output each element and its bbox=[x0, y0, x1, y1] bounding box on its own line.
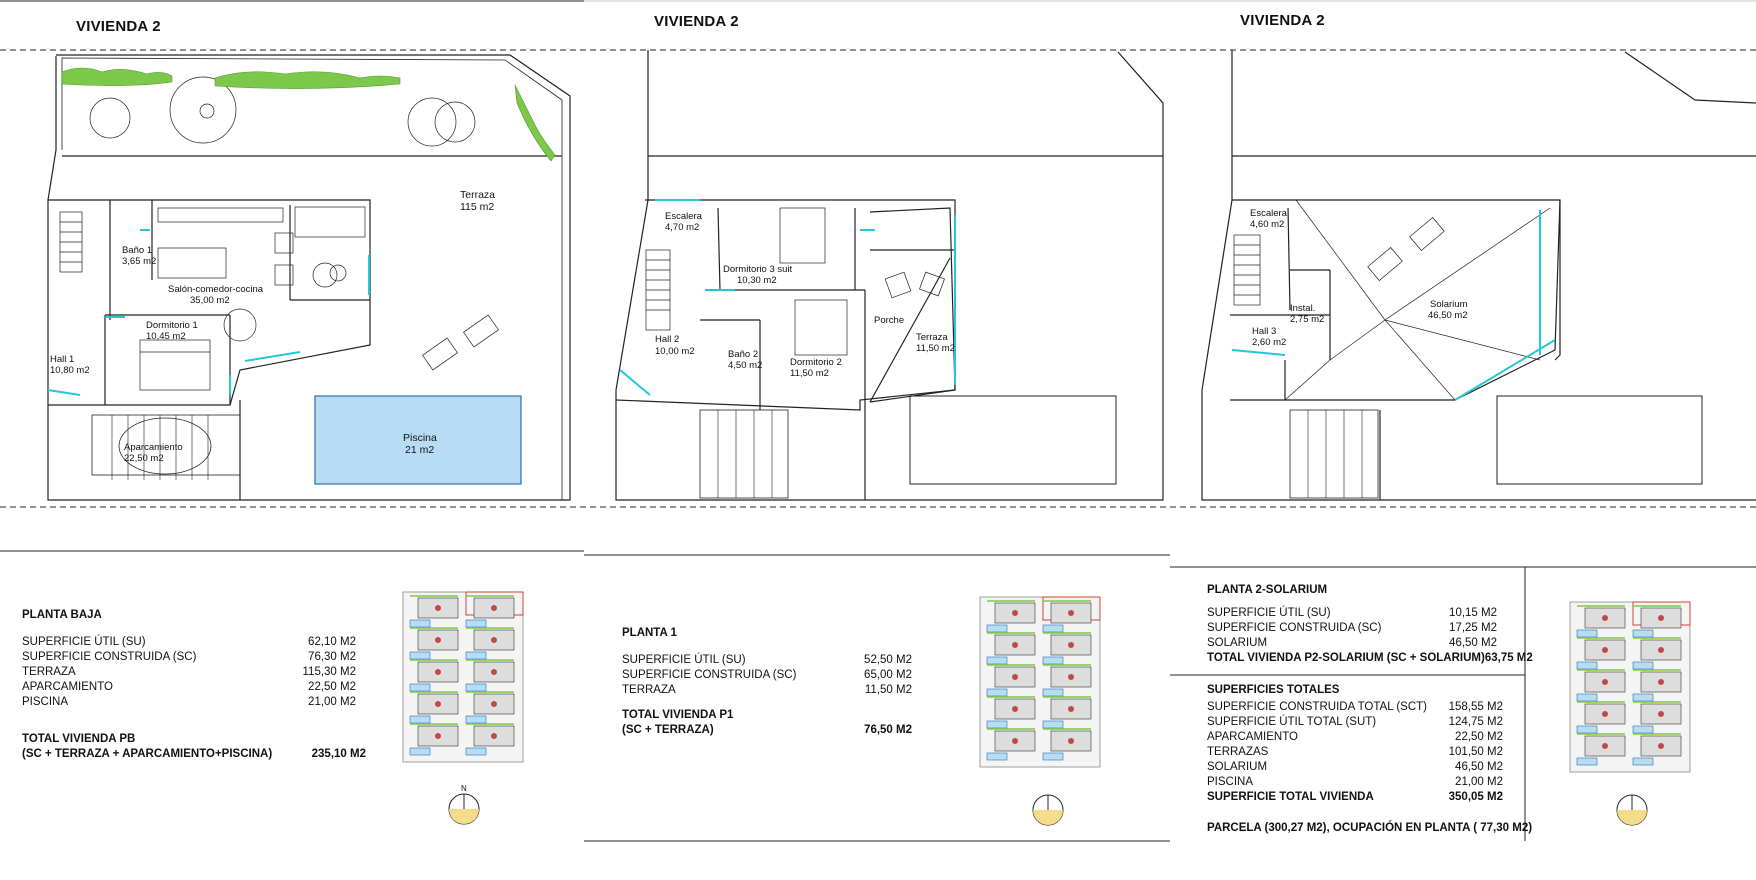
mini-marker bbox=[435, 733, 441, 739]
area-hall1: 10,80 m2 bbox=[50, 365, 90, 376]
mini-pool bbox=[1043, 753, 1063, 760]
table-row: SOLARIUM 46,50 M2 bbox=[1207, 761, 1503, 773]
mini-pool bbox=[1043, 625, 1063, 632]
mini-marker bbox=[1658, 647, 1664, 653]
mini-marker bbox=[435, 701, 441, 707]
label-escalera-p1: Escalera bbox=[665, 211, 702, 222]
mini-marker bbox=[1602, 743, 1608, 749]
area-hall3: 2,60 m2 bbox=[1252, 337, 1287, 348]
mini-pool bbox=[987, 657, 1007, 664]
mini-pool bbox=[1633, 758, 1653, 765]
mini-marker bbox=[1602, 679, 1608, 685]
mini-pool bbox=[1577, 758, 1597, 765]
mini-pool bbox=[466, 684, 486, 691]
area-dormitorio3: 10,30 m2 bbox=[737, 275, 777, 286]
mini-marker bbox=[491, 605, 497, 611]
area-piscina: 21 m2 bbox=[405, 444, 435, 456]
table-row: SUPERFICIE CONSTRUIDA (SC) 76,30 M2 bbox=[22, 651, 356, 663]
area-bano2: 4,50 m2 bbox=[728, 360, 763, 371]
mini-pool bbox=[410, 716, 430, 723]
label-piscina: Piscina bbox=[403, 432, 437, 444]
total-label: TOTAL VIVIENDA P1 bbox=[622, 709, 734, 721]
total-row: (SC + TERRAZA + APARCAMIENTO+PISCINA) 235,10 M2 bbox=[22, 748, 366, 760]
mini-marker bbox=[491, 669, 497, 675]
table-planta-2 bbox=[1207, 583, 1533, 666]
mini-pool bbox=[1633, 630, 1653, 637]
label-solarium: Solarium bbox=[1430, 299, 1468, 310]
mini-pool bbox=[1633, 662, 1653, 669]
site-plan-thumbnail bbox=[975, 595, 1105, 770]
mini-pool bbox=[1633, 726, 1653, 733]
label-hall1: Hall 1 bbox=[50, 354, 75, 365]
table-planta-baja bbox=[22, 608, 366, 762]
site-plan-thumbnail bbox=[1565, 600, 1695, 775]
mini-marker bbox=[491, 637, 497, 643]
panel-title-pb: VIVIENDA 2 bbox=[76, 18, 161, 35]
mini-pool bbox=[466, 748, 486, 755]
label-bano2: Baño 2 bbox=[728, 349, 759, 360]
label-salon: Salón-comedor-cocina bbox=[168, 284, 264, 295]
mini-marker bbox=[1658, 711, 1664, 717]
area-hall2: 10,00 m2 bbox=[655, 346, 695, 357]
mini-pool bbox=[466, 652, 486, 659]
label-hall2: Hall 2 bbox=[655, 334, 680, 345]
mini-marker bbox=[435, 637, 441, 643]
svg-text:N: N bbox=[461, 784, 467, 793]
label-hall3: Hall 3 bbox=[1252, 326, 1277, 337]
mini-pool bbox=[410, 748, 430, 755]
mini-marker bbox=[1658, 615, 1664, 621]
total-label: TOTAL VIVIENDA PB bbox=[22, 733, 136, 745]
label-porche: Porche bbox=[874, 315, 905, 326]
mini-marker bbox=[1068, 738, 1074, 744]
table-row: SOLARIUM 46,50 M2 bbox=[1207, 637, 1497, 649]
mini-pool bbox=[987, 753, 1007, 760]
table-heading: PLANTA 1 bbox=[622, 627, 677, 639]
table-heading: SUPERFICIES TOTALES bbox=[1207, 684, 1340, 696]
mini-pool bbox=[1577, 630, 1597, 637]
mini-pool bbox=[1043, 721, 1063, 728]
table-row: TERRAZAS 101,50 M2 bbox=[1207, 746, 1503, 758]
compass-icon bbox=[444, 783, 484, 828]
mini-marker bbox=[1012, 674, 1018, 680]
mini-marker bbox=[491, 701, 497, 707]
label-terraza-p1: Terraza bbox=[916, 332, 948, 343]
mini-pool bbox=[410, 620, 430, 627]
site-plan-thumbnail bbox=[398, 590, 528, 765]
total-row: SUPERFICIE TOTAL VIVIENDA 350,05 M2 bbox=[1207, 791, 1503, 803]
table-planta-1 bbox=[622, 626, 912, 738]
mini-pool bbox=[410, 652, 430, 659]
mini-pool bbox=[987, 625, 1007, 632]
table-row: TERRAZA 11,50 M2 bbox=[622, 684, 912, 696]
table-row: APARCAMIENTO 22,50 M2 bbox=[1207, 731, 1503, 743]
label-dormitorio3: Dormitorio 3 suit bbox=[723, 264, 793, 275]
table-row: SUPERFICIE ÚTIL TOTAL (SUT) 124,75 M2 bbox=[1207, 716, 1503, 728]
mini-marker bbox=[491, 733, 497, 739]
parcela-note: PARCELA (300,27 M2), OCUPACIÓN EN PLANTA ( 77,30 M2) bbox=[1207, 822, 1533, 834]
table-row: TERRAZA 115,30 M2 bbox=[22, 666, 356, 678]
table-row: APARCAMIENTO 22,50 M2 bbox=[22, 681, 356, 693]
mini-pool bbox=[987, 689, 1007, 696]
table-row: PISCINA 21,00 M2 bbox=[1207, 776, 1503, 788]
mini-marker bbox=[1068, 706, 1074, 712]
area-terraza-pb: 115 m2 bbox=[460, 201, 495, 213]
table-row: PISCINA 21,00 M2 bbox=[22, 696, 356, 708]
table-row: SUPERFICIE ÚTIL (SU) 10,15 M2 bbox=[1207, 607, 1497, 619]
table-row: SUPERFICIE ÚTIL (SU) 62,10 M2 bbox=[22, 636, 356, 648]
panel-title-p1: VIVIENDA 2 bbox=[654, 13, 739, 30]
mini-marker bbox=[1658, 743, 1664, 749]
table-totales bbox=[1207, 683, 1533, 836]
mini-marker bbox=[1012, 738, 1018, 744]
area-bano1: 3,65 m2 bbox=[122, 256, 157, 267]
mini-pool bbox=[987, 721, 1007, 728]
mini-pool bbox=[1633, 694, 1653, 701]
table-heading: PLANTA BAJA bbox=[22, 609, 102, 621]
mini-marker bbox=[1068, 610, 1074, 616]
area-solarium: 46,50 m2 bbox=[1428, 310, 1468, 321]
area-instal: 2,75 m2 bbox=[1290, 314, 1325, 325]
label-bano1: Baño 1 bbox=[122, 245, 153, 256]
mini-marker bbox=[1602, 615, 1608, 621]
total-row: (SC + TERRAZA) 76,50 M2 bbox=[622, 724, 912, 736]
table-row: SUPERFICIE CONSTRUIDA (SC) 17,25 M2 bbox=[1207, 622, 1497, 634]
area-salon: 35,00 m2 bbox=[190, 295, 230, 306]
label-dormitorio1: Dormitorio 1 bbox=[146, 320, 198, 331]
mini-pool bbox=[466, 620, 486, 627]
mini-marker bbox=[1602, 647, 1608, 653]
mini-pool bbox=[410, 684, 430, 691]
table-heading: PLANTA 2-SOLARIUM bbox=[1207, 584, 1328, 596]
mini-marker bbox=[435, 669, 441, 675]
mini-marker bbox=[435, 605, 441, 611]
area-escalera-p2: 4,60 m2 bbox=[1250, 219, 1285, 230]
area-dormitorio2: 11,50 m2 bbox=[790, 368, 829, 379]
compass-icon bbox=[1028, 790, 1068, 830]
mini-pool bbox=[1577, 694, 1597, 701]
area-aparcamiento: 22,50 m2 bbox=[124, 453, 164, 464]
mini-marker bbox=[1012, 610, 1018, 616]
mini-marker bbox=[1658, 679, 1664, 685]
area-dormitorio1: 10,45 m2 bbox=[146, 331, 186, 342]
label-dormitorio2: Dormitorio 2 bbox=[790, 357, 842, 368]
panel-title-p2: VIVIENDA 2 bbox=[1240, 12, 1325, 29]
mini-pool bbox=[1043, 657, 1063, 664]
mini-marker bbox=[1068, 674, 1074, 680]
mini-marker bbox=[1012, 706, 1018, 712]
label-terraza-pb: Terraza bbox=[460, 189, 496, 201]
mini-pool bbox=[1043, 689, 1063, 696]
mini-marker bbox=[1012, 642, 1018, 648]
total-row: TOTAL VIVIENDA P2-SOLARIUM (SC + SOLARIUM) 63,75 M2 bbox=[1207, 652, 1533, 664]
table-row: SUPERFICIE CONSTRUIDA TOTAL (SCT) 158,55 M2 bbox=[1207, 701, 1503, 713]
label-instal: Instal. bbox=[1290, 303, 1316, 314]
compass-icon bbox=[1612, 790, 1652, 830]
table-row: SUPERFICIE CONSTRUIDA (SC) 65,00 M2 bbox=[622, 669, 912, 681]
label-escalera-p2: Escalera bbox=[1250, 208, 1287, 219]
mini-marker bbox=[1068, 642, 1074, 648]
area-escalera-p1: 4,70 m2 bbox=[665, 222, 700, 233]
plan-planta-2 bbox=[1202, 50, 1756, 500]
mini-pool bbox=[466, 716, 486, 723]
plan-planta-1 bbox=[616, 50, 1163, 500]
label-aparcamiento: Aparcamiento bbox=[124, 442, 183, 453]
mini-pool bbox=[1577, 662, 1597, 669]
mini-pool bbox=[1577, 726, 1597, 733]
table-row: SUPERFICIE ÚTIL (SU) 52,50 M2 bbox=[622, 654, 912, 666]
mini-marker bbox=[1602, 711, 1608, 717]
area-terraza-p1: 11,50 m2 bbox=[916, 343, 955, 354]
